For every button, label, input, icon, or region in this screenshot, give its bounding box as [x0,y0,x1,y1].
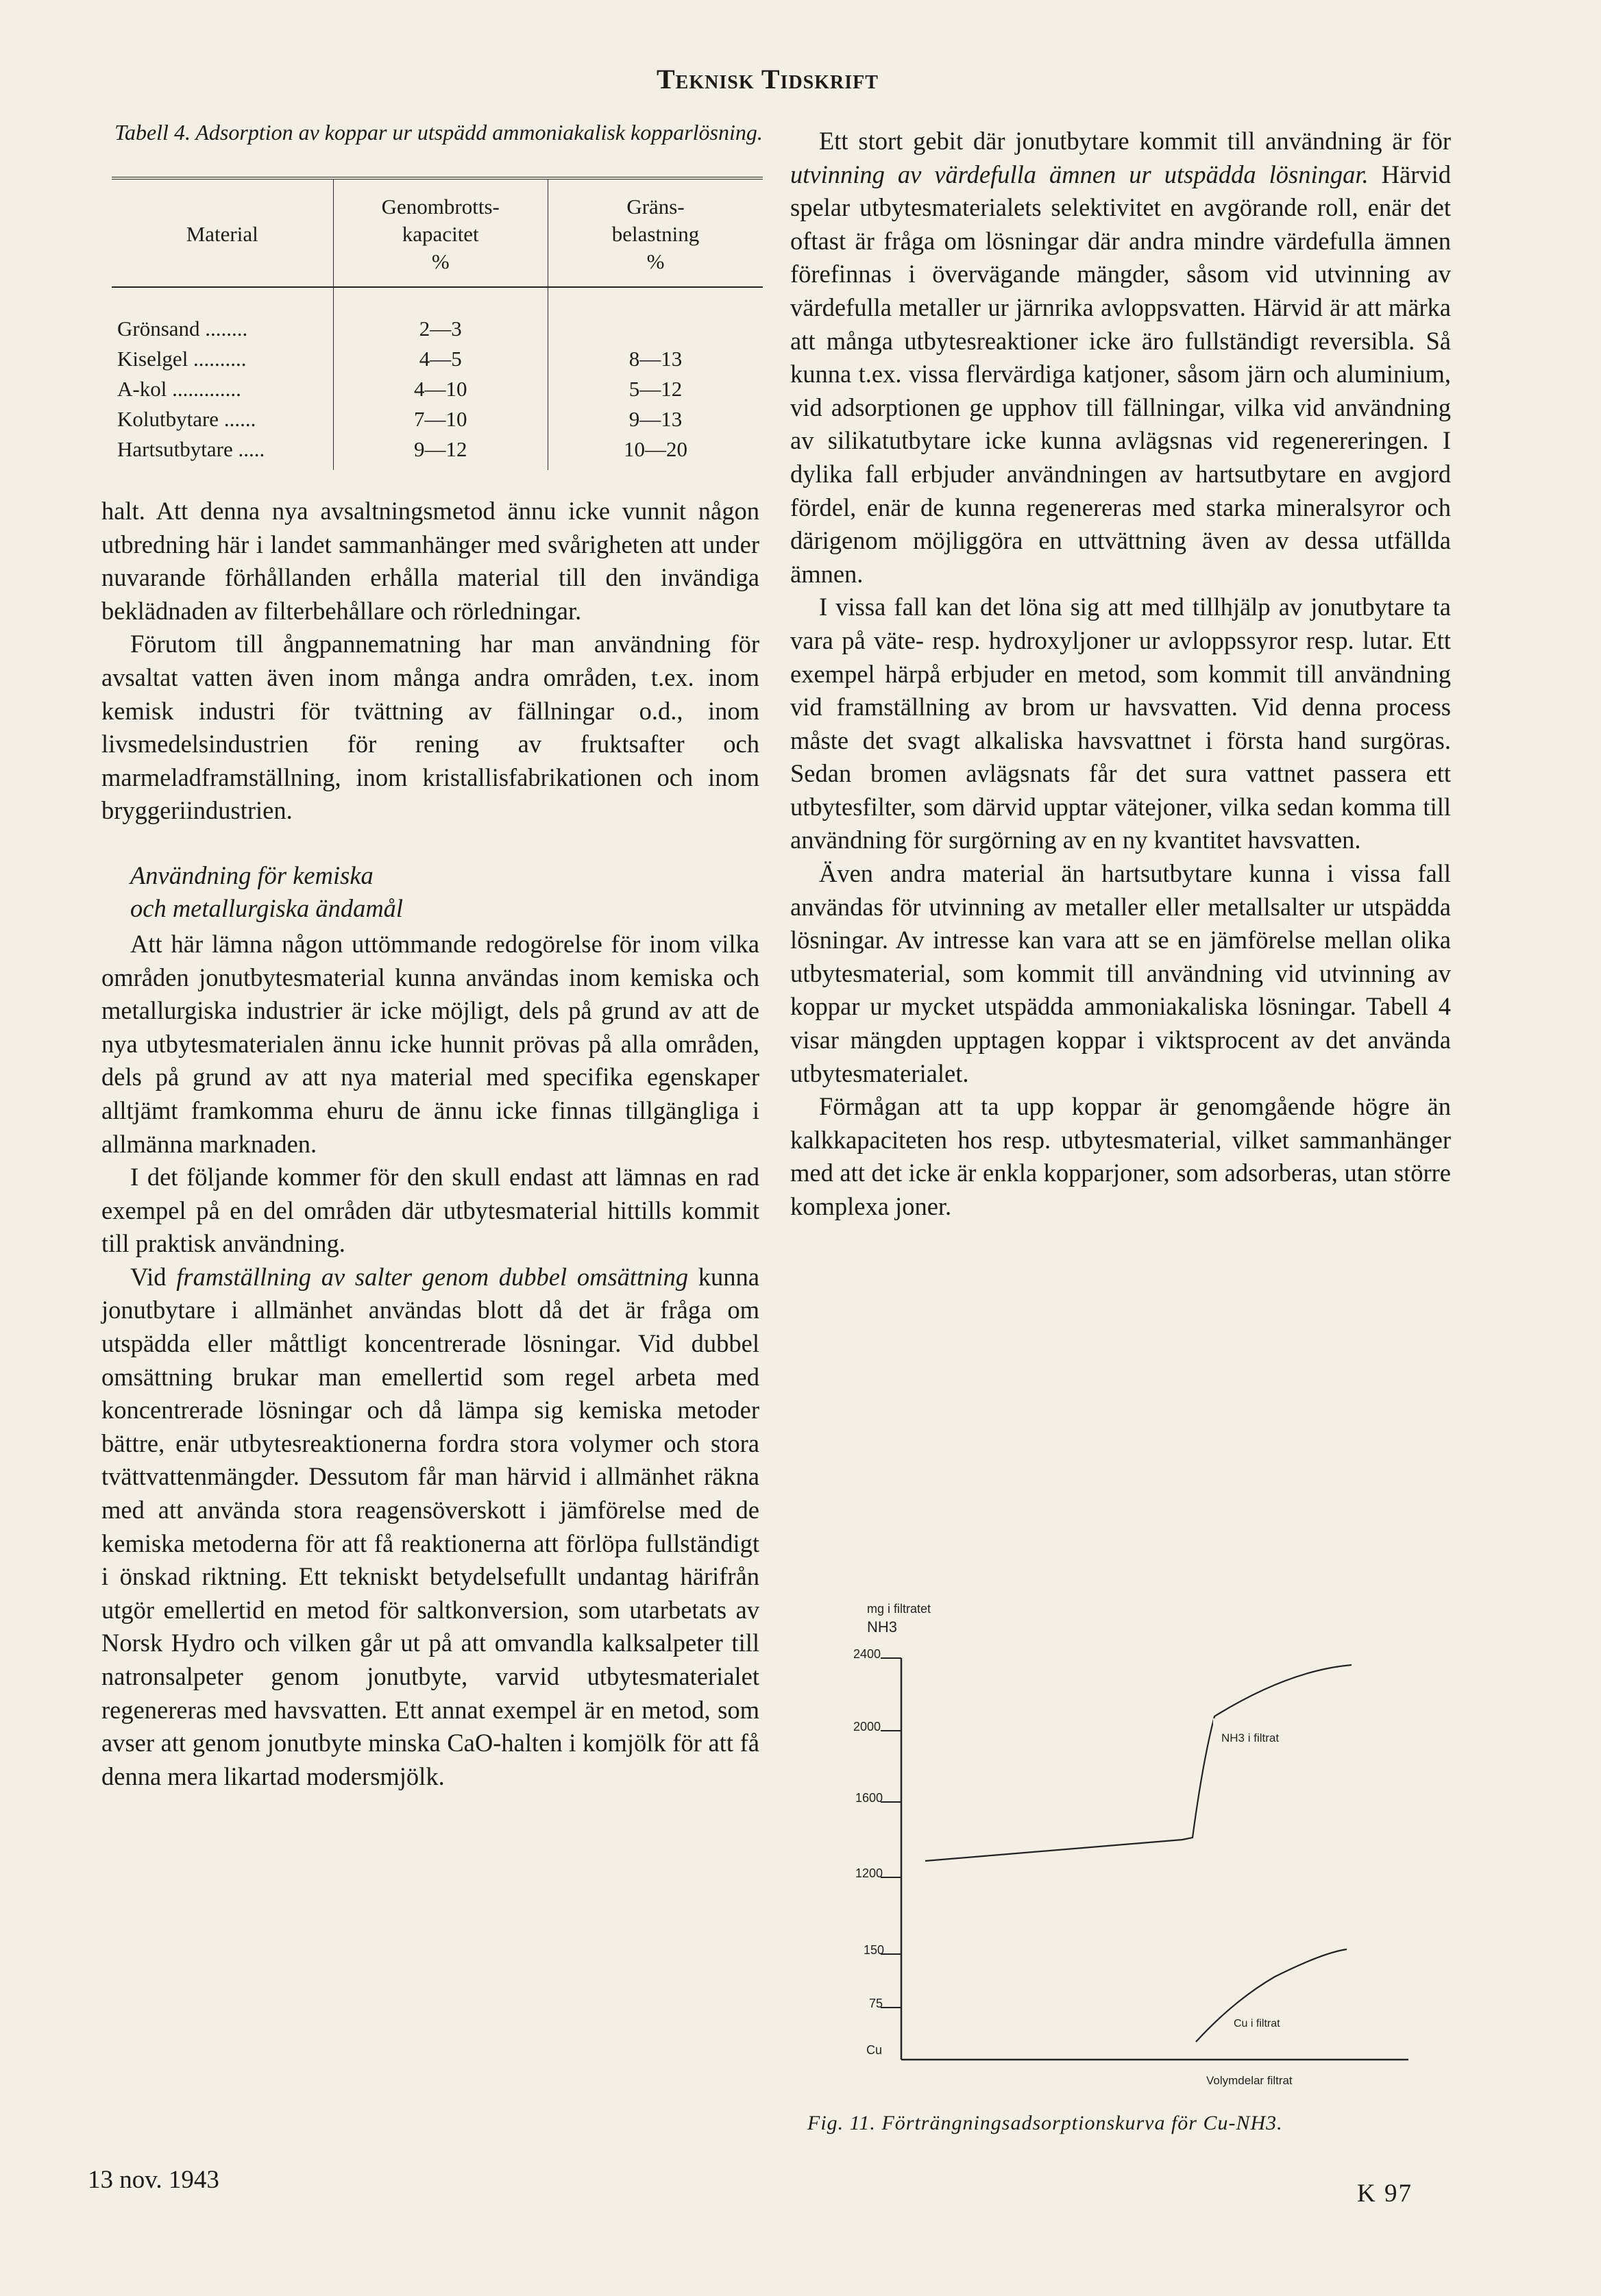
page-number: K 97 [1357,2180,1413,2208]
nh3-curve-label: NH3 i filtrat [1221,1731,1280,1744]
table-row: Kiselgel .......... 4—5 8—13 [112,344,763,374]
y-ticks [853,1647,901,2057]
y-axis-label: mg i filtratet [867,1602,931,1616]
tick-label: 150 [864,1943,885,1957]
issue-date: 13 nov. 1943 [88,2166,219,2194]
column-header-belastning: Gräns- belastning % [548,178,763,287]
paragraph: Vid framställning av salter genom dubbel omsättning kunna jonutbytare i allmänhet användas blott då det är fråga om utspädda eller måttligt koncentrerade lösningar. Vid dubbel omsättning brukar man emellertid som regel arbeta med koncentrerade lösningar och då lämpa sig kemiska metoder bättre, enär utbytesreaktionerna fordra stora volymer och stora tvättvattenmängder. Dessutom får man härvid i allmänhet räkna med att använda stora reagensöverskott i jämförelse med de kemiska metoderna för att få reaktionerna att förlöpa fullständigt i önskad riktning. Ett tekniskt betydelsefullt undantag härifrån utgör emellertid en metod för saltkonversion, som utarbetats av Norsk Hydro och vilken går ut på att omvandla kalksalpeter till natronsalpeter genom jonutbyte, varvid utbytesmaterialet regenereras med havsvatten. Ett annat exempel är en metod, som avser att genom jonutbyte minska CaO-halten i komjölk för att få denna mera likartad modersmjölk. [101,1262,759,1790]
paragraph: Att här lämna någon uttömmande redogörelse för inom vilka områden jonutbytesmaterial kunna användas inom kemiska och metallurgiska industrier är icke möjligt, dels på grund av att de nya utbytesmaterialen ännu icke hunnit prövas på alla områden, dels på grund av att nya material med specifika egenskaper alltjämt framkomma ehuru de ännu icke finnas tillgängliga i allmänna marknaden. [101,929,759,1158]
tick-label: Cu [866,2043,883,2057]
tick-label: 2000 [853,1720,881,1733]
paragraph: Förutom till ångpannematning har man användning för avsaltat vatten även inom många andra områden, t.ex. inom kemisk industri för tvättning av fällningar o.d., inom livsmedelsindustrien för rening av fruktsafter och marmeladframställning, inom kristallisfabrikationen och inom bryggeriindustrien. [101,630,759,825]
tick-label: 1600 [855,1791,883,1805]
tick-label: 1200 [855,1866,883,1880]
right-column [790,125,1451,1224]
table-caption [110,118,768,147]
tick-label: 75 [869,1997,883,2010]
paragraph: halt. Att denna nya avsaltningsmetod ännu icke vunnit någon utbredning här i landet sammanhänger med svårigheten att under nuvarande förhållanden erhålla material till den invändiga beklädnaden av filterbehållare och rörledningar. [101,497,759,625]
paragraph: Ett stort gebit där jonutbytare kommit till användning är för utvinning av värdefulla ämnen ur utspädda lösningar. Härvid spelar utbytesmaterialets selektivitet en avgörande roll, enär det oftast är fråga om lösningar där andra mindre värdefulla ämnen förefinnas i övervägande mängder, såsom vid utvinning av värdefulla metaller ur järnrika avloppsvatten. Härvid är att märka att många utbytesreaktioner icke äro fullständigt reversibla. Så kunna t.ex. vissa flervärdiga katjoner, såsom järn och aluminium, vid adsorptionen ge upphov till fällningar, vilka vid användning av silikatutbytare icke kunna avlägsnas vid regenereringen. I dylika fall erbjuder användningen av hartsutbytare en avgjord fördel, enär de kunna regenereras med starka mineralsyror och därigenom möjliggöra en uttvättning även av dessa utfällda ämnen. [790,127,1451,588]
table-row: A-kol ............. 4—10 5—12 [112,374,763,404]
left-column [101,495,759,1793]
y-axis-label-unit: NH3 [867,1618,898,1635]
paragraph: Förmågan att ta upp koppar är genomgående högre än kalkkapaciteten hos resp. utbytesmaterial, vilket sammanhänger med att det icke är enkla kopparjoner, som adsorberas, utan större komplexa joner. [790,1092,1451,1220]
adsorption-curve-chart [795,1596,1446,2124]
figure-11 [795,1596,1446,2124]
figure-caption: Fig. 11. Förträngningsadsorptionskurva för Cu-NH3. [807,2112,1283,2134]
adsorption-table [112,177,763,470]
table-row: Kolutbytare ...... 7—10 9—13 [112,404,763,434]
table-caption-label: Tabell 4. [114,120,191,145]
tick-label: 2400 [853,1647,881,1661]
cu-curve-label: Cu i filtrat [1234,2018,1280,2029]
x-axis-label: Volymdelar filtrat [1206,2074,1293,2087]
paragraph: I vissa fall kan det löna sig att med tillhjälp av jonutbytare ta vara på väte- resp. hydroxyljoner ur avloppssyror resp. lutar. Ett exempel härpå erbjuder en metod, som kommit till användning vid framställning av brom ur havsvatten. Vid denna process måste det svagt alkaliska havsvattnet i första hand surgöras. Sedan bromen avlägsnats får det sura vattnet passera ett utbytesfilter, som därvid upptar vätejoner, vilka sedan komma till användning för surgörning av en ny kvantitet havsvatten. [790,593,1451,854]
paragraph: I det följande kommer för den skull endast att lämnas en rad exempel på en del områden där utbytesmaterial hittills kommit till praktisk användning. [101,1163,759,1258]
column-header-kapacitet: Genombrotts- kapacitet % [333,178,548,287]
journal-header: Teknisk Tidskrift [657,64,879,95]
table-row: Hartsutbytare ..... 9—12 10—20 [112,434,763,470]
paragraph: Även andra material än hartsutbytare kunna i vissa fall användas för utvinning av metaller eller metallsalter ur utspädda lösningar. Av intresse kan vara att se en jämförelse mellan olika utbytesmaterial, som kommit till användning vid utvinning av koppar ur mycket utspädda ammoniakaliska lösningar. Tabell 4 visar mängden upptagen koppar i viktsprocent av det använda utbytesmaterialet. [790,859,1451,1087]
table-caption-text: Adsorption av koppar ur utspädd ammoniakalisk kopparlösning. [195,120,763,145]
table-row: Grönsand ........ 2—3 [112,287,763,344]
column-header-material: Material [112,178,333,287]
section-heading: Användning för kemiska och metallurgiska ändamål [130,861,404,922]
